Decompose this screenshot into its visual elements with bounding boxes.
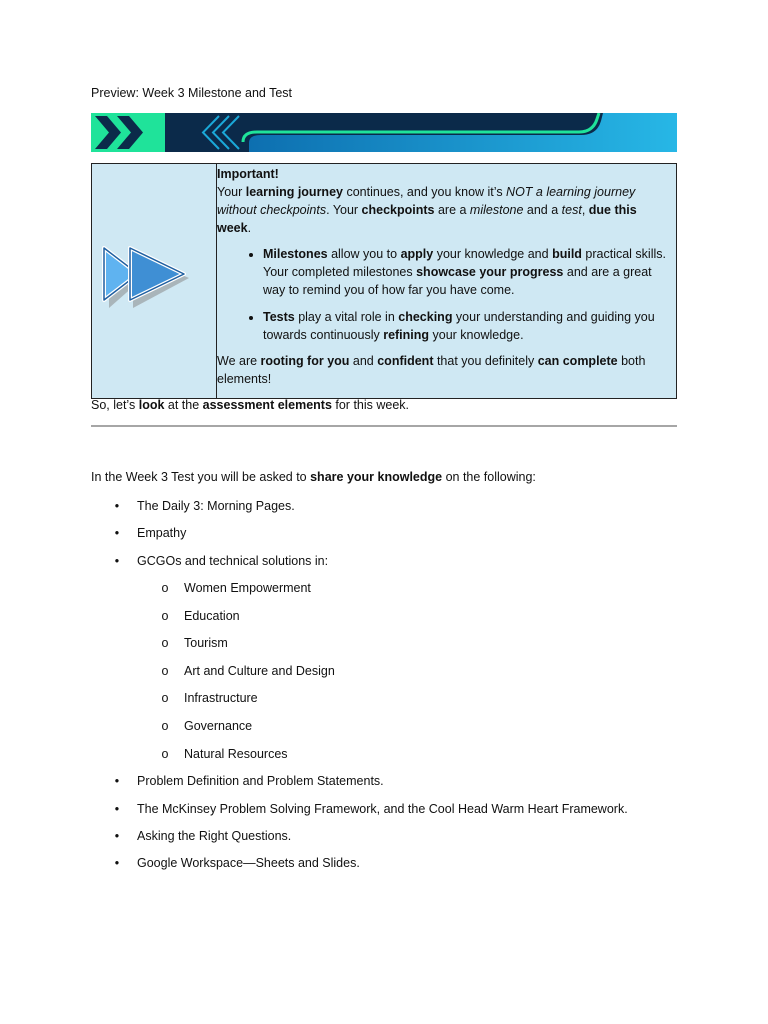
- test-intro: In the Week 3 Test you will be asked to share your knowledge on the following:: [91, 470, 536, 484]
- callout-icon-cell: [92, 164, 217, 398]
- horizontal-divider: [91, 425, 677, 427]
- callout-text: [217, 164, 676, 398]
- bullet-icon: •: [114, 554, 120, 568]
- header-banner: [91, 113, 677, 152]
- bullet-icon: •: [114, 829, 120, 843]
- assessment-intro: So, let’s look at the assessment elements for this week.: [91, 398, 410, 412]
- sub-bullet-marker: o: [161, 691, 169, 705]
- callout-bullets: [217, 245, 668, 344]
- bullet-icon: •: [114, 774, 120, 788]
- bullet-icon: •: [114, 526, 120, 540]
- sub-bullet-marker: o: [161, 719, 169, 733]
- fast-forward-icon: [100, 242, 192, 312]
- sub-bullet-marker: o: [161, 664, 169, 678]
- important-callout: [91, 163, 677, 399]
- sub-bullet-marker: o: [161, 609, 169, 623]
- bullet-icon: •: [114, 499, 120, 513]
- callout-paragraph-1: Your learning journey continues, and you know it’s NOT a learning journey without checkpoints. Your checkpoints are a milestone and a test, due this week.: [217, 185, 637, 235]
- sub-bullet-marker: o: [161, 636, 169, 650]
- bullet-icon: •: [114, 856, 120, 870]
- sub-bullet-marker: o: [161, 747, 169, 761]
- banner-graphic: [91, 113, 677, 152]
- callout-heading: Important!: [217, 167, 279, 181]
- bullet-icon: •: [114, 802, 120, 816]
- sub-bullet-marker: o: [161, 581, 169, 595]
- bullet-milestones: • Milestones allow you to apply your knowledge and build practical skills. Your completed milestones showcase your progress and are a great way to remind you of how far you have come.: [263, 245, 668, 299]
- callout-paragraph-2: We are rooting for you and confident that you definitely can complete both elements!: [217, 354, 646, 386]
- bullet-tests: • Tests play a vital role in checking your understanding and guiding you towards continuously refining your knowledge.: [263, 308, 668, 344]
- document-title: Preview: Week 3 Milestone and Test: [91, 86, 293, 100]
